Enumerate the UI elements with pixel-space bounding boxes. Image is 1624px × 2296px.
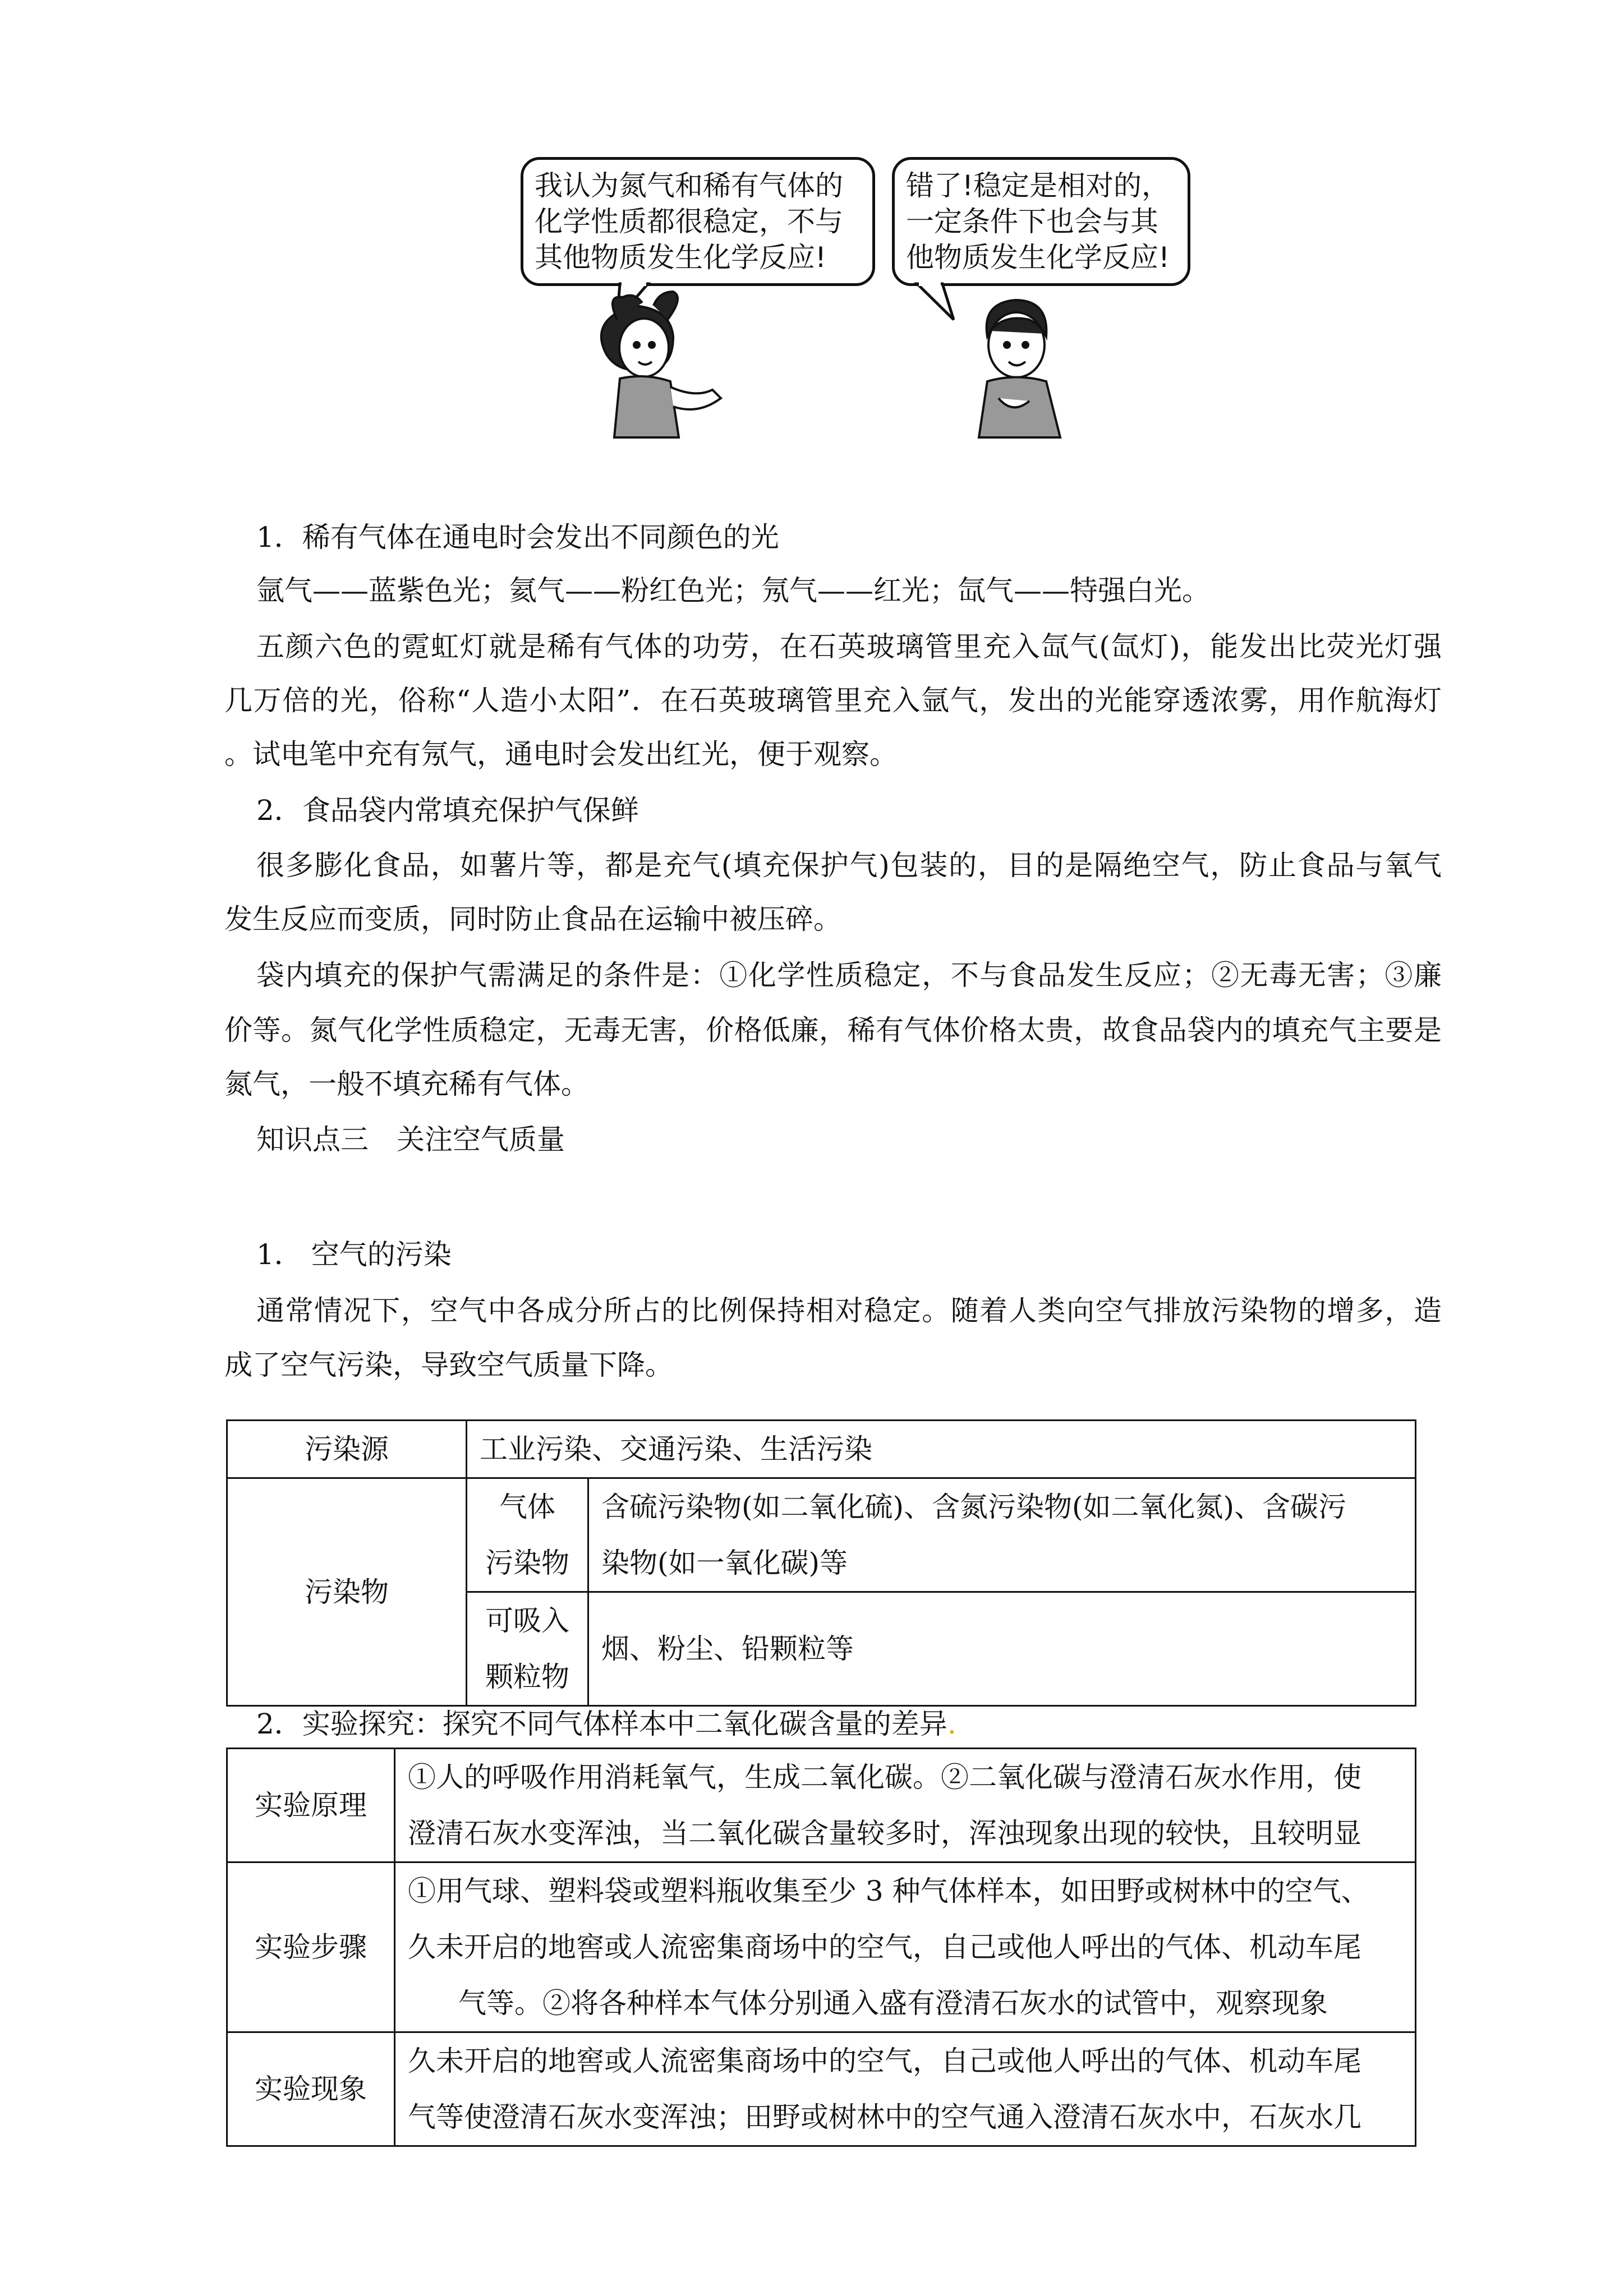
table-cell: 烟、粉尘、铅颗粒等 [588, 1592, 1416, 1706]
speech-line: 他物质发生化学反应! [906, 241, 1170, 274]
section-heading: 2．食品袋内常填充保护气保鲜 [256, 794, 639, 827]
experiment-table [226, 1748, 1416, 2147]
section-heading: 1． 空气的污染 [256, 1238, 452, 1271]
heading-text: 2．实验探究：探究不同气体样本中二氧化碳含量的差异 [256, 1708, 947, 1740]
paragraph-line: 。试电笔中充有氖气，通电时会发出红光，便于观察。 [224, 738, 898, 771]
comic-illustration [505, 151, 1206, 443]
table-cell: 污染物 [227, 1478, 467, 1706]
cell-line: ①用气球、塑料袋或塑料瓶收集至少 3 种气体样本，如田野或树林中的空气、 [408, 1875, 1369, 1907]
paragraph-line: 氩气——蓝紫色光；氦气——粉红色光；氖气——红光；氙气——特强白光。 [256, 574, 1210, 607]
speech-line: 一定条件下也会与其 [906, 205, 1158, 238]
cell-line: 污染物 [485, 1547, 569, 1579]
cell-line: 气体 [499, 1491, 555, 1523]
paragraph-line: 通常情况下，空气中各成分所占的比例保持相对稳定。随着人类向空气排放污染物的增多，造 [256, 1294, 1442, 1327]
table-cell: 实验现象 [227, 2032, 395, 2146]
table-cell [467, 1478, 588, 1592]
table-cell [395, 2032, 1416, 2146]
paragraph-line: 袋内填充的保护气需满足的条件是：①化学性质稳定，不与食品发生反应；②无毒无害；③廉 [256, 959, 1442, 992]
heading-dot: . [947, 1708, 956, 1740]
cell-line: 气等。②将各种样本气体分别通入盛有澄清石灰水的试管中，观察现象 [458, 1987, 1328, 2020]
table-cell: 实验步骤 [227, 1862, 395, 2032]
cell-line: 气等使澄清石灰水变浑浊；田野或树林中的空气通入澄清石灰水中，石灰水几 [408, 2101, 1361, 2133]
table-cell [395, 1862, 1416, 2032]
table-cell: 污染源 [227, 1421, 467, 1478]
speech-line: 我认为氮气和稀有气体的 [535, 169, 843, 202]
cell-line: 染物(如一氧化碳)等 [601, 1547, 848, 1579]
table-cell: 工业污染、交通污染、生活污染 [467, 1421, 1416, 1478]
speech-line: 化学性质都很稳定，不与 [535, 205, 843, 238]
cartoon-figures-icon [505, 151, 1206, 443]
paragraph-line: 发生反应而变质，同时防止食品在运输中被压碎。 [224, 903, 841, 935]
cell-line: 久未开启的地窖或人流密集商场中的空气，自己或他人呼出的气体、机动车尾 [408, 2045, 1361, 2077]
speech-line: 其他物质发生化学反应! [535, 241, 827, 274]
cell-line: 含硫污染物(如二氧化硫)、含氮污染物(如二氧化氮)、含碳污 [601, 1491, 1347, 1523]
cell-line: 久未开启的地窖或人流密集商场中的空气，自己或他人呼出的气体、机动车尾 [408, 1931, 1361, 1963]
knowledge-point-heading: 知识点三 关注空气质量 [256, 1123, 565, 1156]
paragraph-line: 氮气，一般不填充稀有气体。 [224, 1068, 589, 1100]
table-cell [588, 1478, 1416, 1592]
speech-line: 错了!稳定是相对的， [906, 169, 1170, 202]
table-cell [395, 1749, 1416, 1862]
cell-line: 颗粒物 [485, 1661, 569, 1693]
cell-line: 可吸入 [485, 1605, 569, 1637]
cell-line: ①人的呼吸作用消耗氧气，生成二氧化碳。②二氧化碳与澄清石灰水作用，使 [408, 1761, 1361, 1794]
pollution-table [226, 1419, 1416, 1707]
paragraph-line: 五颜六色的霓虹灯就是稀有气体的功劳，在石英玻璃管里充入氙气(氙灯)，能发出比荧光灯强 [256, 630, 1442, 663]
paragraph-line: 几万倍的光，俗称“人造小太阳”．在石英玻璃管里充入氩气，发出的光能穿透浓雾，用作航海灯 [224, 684, 1442, 717]
table-cell: 实验原理 [227, 1749, 395, 1862]
section-heading: 1．稀有气体在通电时会发出不同颜色的光 [256, 521, 779, 554]
table-cell [467, 1592, 588, 1706]
paragraph-line: 成了空气污染，导致空气质量下降。 [224, 1349, 673, 1381]
section-heading [256, 1706, 1442, 1742]
paragraph-line: 很多膨化食品，如薯片等，都是充气(填充保护气)包装的，目的是隔绝空气，防止食品与氧气 [256, 849, 1442, 882]
cell-line: 澄清石灰水变浑浊，当二氧化碳含量较多时，浑浊现象出现的较快，且较明显 [408, 1817, 1361, 1850]
paragraph-line: 价等。氮气化学性质稳定，无毒无害，价格低廉，稀有气体价格太贵，故食品袋内的填充气主要是 [224, 1014, 1442, 1046]
